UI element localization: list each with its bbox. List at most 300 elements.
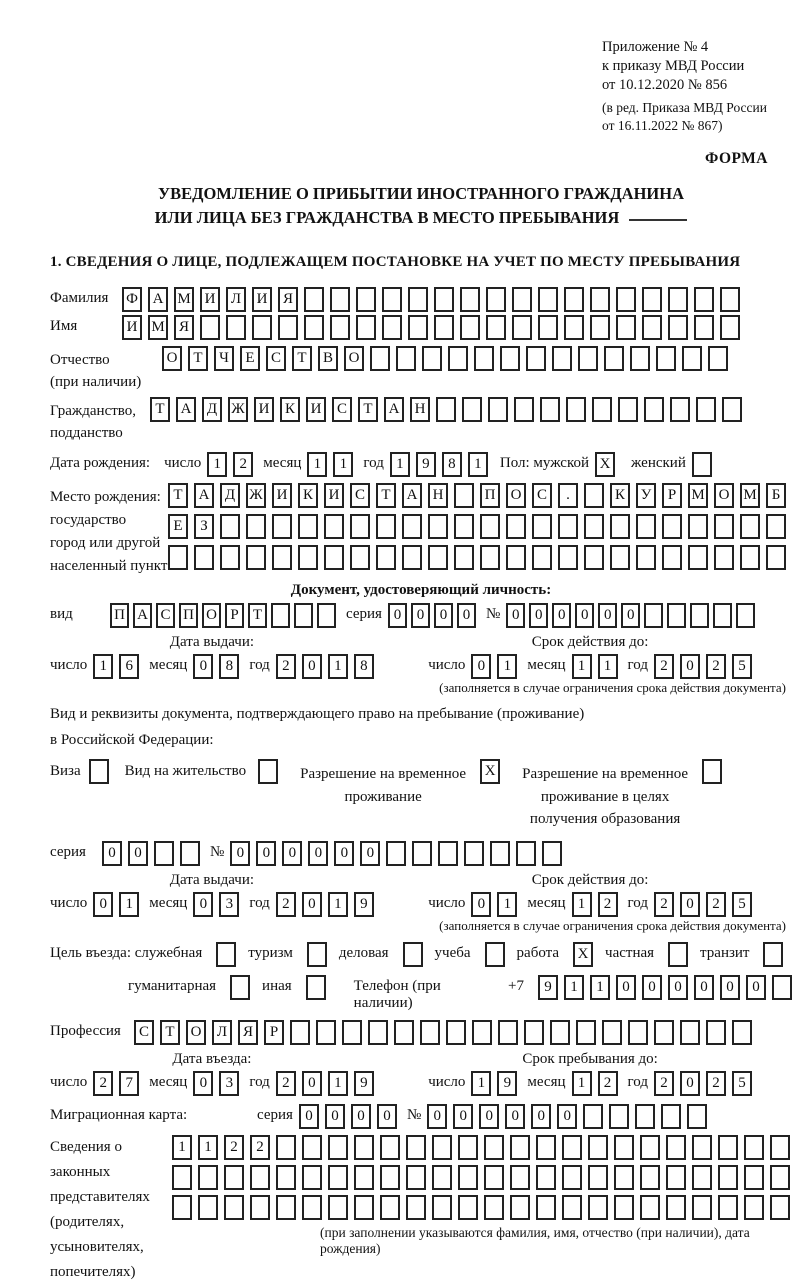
doc2-issue-month-cells <box>193 892 239 917</box>
field-right-doc-series <box>50 841 792 866</box>
stay-year-cells <box>654 1071 752 1096</box>
form-cell <box>412 841 432 866</box>
form-cell: Д <box>220 483 240 508</box>
form-cell <box>272 545 292 570</box>
form-cell: Ж <box>246 483 266 508</box>
doc-type-cells <box>110 603 336 628</box>
birth-year-cells <box>390 452 488 477</box>
annex-line: Приложение № 4 <box>602 39 709 55</box>
form-cell <box>506 545 526 570</box>
form-cell: Д <box>202 397 222 422</box>
form-cell: 0 <box>529 603 548 628</box>
form-cell <box>302 1135 322 1160</box>
form-cell: 0 <box>193 1071 213 1096</box>
form-cell <box>432 1165 452 1190</box>
form-cell: 1 <box>572 892 592 917</box>
form-cell: И <box>306 397 326 422</box>
purpose-official-checkbox <box>216 942 236 967</box>
birthplace-row2-cells <box>168 514 786 539</box>
form-cell <box>382 315 402 340</box>
form-cell <box>562 1135 582 1160</box>
form-cell: 8 <box>442 452 462 477</box>
form-cell: 2 <box>276 1071 296 1096</box>
form-cell <box>720 287 740 312</box>
form-cell: 9 <box>354 1071 374 1096</box>
doc2-valid-until-block: Срок действия до: число 0 1 месяц 1 2 год 2 0 2 5 <box>428 872 752 917</box>
form-cell <box>662 514 682 539</box>
form-cell <box>512 315 532 340</box>
form-cell <box>744 1135 764 1160</box>
form-cell: 0 <box>506 603 525 628</box>
representatives-row3-cells <box>172 1195 792 1220</box>
form-cell <box>290 1020 310 1045</box>
form-cell <box>558 545 578 570</box>
series-label: серия <box>257 1106 293 1123</box>
form-cell: 1 <box>119 892 139 917</box>
sex-male-label: Пол: мужской <box>499 455 590 472</box>
form-cell <box>460 315 480 340</box>
migration-card-label: Миграционная карта: <box>50 1106 188 1123</box>
form-cell <box>89 759 109 784</box>
form-cell: М <box>688 483 708 508</box>
form-cell <box>307 942 327 967</box>
form-cell <box>406 1165 426 1190</box>
form-cell <box>226 315 246 340</box>
form-cell <box>180 841 200 866</box>
form-cell <box>402 514 422 539</box>
form-cell <box>562 1165 582 1190</box>
form-cell: О <box>344 346 364 371</box>
form-cell: Я <box>238 1020 258 1045</box>
doc2-valid-day-cells <box>471 892 517 917</box>
right-doc-options <box>50 759 792 831</box>
study-label: учеба <box>434 944 471 961</box>
form-cell <box>552 346 572 371</box>
form-cell: 0 <box>746 975 766 1000</box>
form-cell <box>588 1165 608 1190</box>
form-cell: Я <box>278 287 298 312</box>
doc-valid-year-cells <box>654 654 752 679</box>
residence-permit-checkbox <box>258 759 278 784</box>
form-cell <box>354 1165 374 1190</box>
doc2-valid-year-cells <box>654 892 752 917</box>
form-cell: О <box>714 483 734 508</box>
form-cell <box>532 545 552 570</box>
form-cell <box>592 397 612 422</box>
form-cell <box>490 841 510 866</box>
form-cell <box>680 1020 700 1045</box>
form-cell: Е <box>168 514 188 539</box>
form-cell <box>276 1165 296 1190</box>
form-cell: 0 <box>334 841 354 866</box>
doc2-issue-date-block: Дата выдачи: число 0 1 месяц 0 3 год 2 0 1 9 <box>50 872 374 917</box>
form-cell <box>498 1020 518 1045</box>
form-cell <box>386 841 406 866</box>
form-cell: 0 <box>642 975 662 1000</box>
firstname-cells <box>122 315 740 340</box>
form-cell <box>576 1020 596 1045</box>
form-cell: И <box>324 483 344 508</box>
form-cell <box>538 287 558 312</box>
firstname-label: Имя <box>50 318 78 335</box>
residence-permit-label: Вид на жительство <box>124 763 247 780</box>
form-cell <box>298 545 318 570</box>
form-cell: Т <box>168 483 188 508</box>
form-cell <box>616 315 636 340</box>
form-cell: 0 <box>479 1104 499 1129</box>
form-cell: 0 <box>193 654 213 679</box>
form-cell <box>422 346 442 371</box>
form-cell: 1 <box>497 892 517 917</box>
form-cell: А <box>176 397 196 422</box>
form-cell: 0 <box>299 1104 319 1129</box>
form-cell: Н <box>428 483 448 508</box>
form-cell: 0 <box>598 603 617 628</box>
form-cell <box>532 514 552 539</box>
representatives-cells-block <box>172 1135 792 1257</box>
form-cell <box>770 1165 790 1190</box>
form-cell: 0 <box>325 1104 345 1129</box>
form-cell: Ф <box>122 287 142 312</box>
form-cell: К <box>280 397 300 422</box>
doc-issue-month-cells <box>193 654 239 679</box>
purpose-row-2 <box>128 975 792 1012</box>
form-cell: Т <box>248 603 267 628</box>
form-cell <box>328 1195 348 1220</box>
form-cell <box>376 514 396 539</box>
form-cell <box>763 942 783 967</box>
form-cell <box>550 1020 570 1045</box>
form-cell <box>350 514 370 539</box>
form-cell <box>480 545 500 570</box>
field-migration-card <box>50 1104 792 1129</box>
citizenship-cells <box>150 397 742 422</box>
stay-day-cells <box>471 1071 517 1096</box>
lastname-label: Фамилия <box>50 290 109 307</box>
form-cell <box>484 1195 504 1220</box>
form-cell <box>172 1195 192 1220</box>
form-cell <box>258 759 278 784</box>
form-cell: Т <box>358 397 378 422</box>
form-cell <box>584 514 604 539</box>
purpose-row <box>50 942 792 967</box>
form-cell <box>602 1020 622 1045</box>
month-label: месяц <box>263 455 302 472</box>
form-cell: С <box>532 483 552 508</box>
form-cell: Р <box>264 1020 284 1045</box>
form-cell: И <box>252 287 272 312</box>
right-doc-paragraph: Вид и реквизиты документа, подтверждающего право на пребывание (проживание) в Российской Федерации: <box>50 706 585 748</box>
form-cell: С <box>332 397 352 422</box>
form-cell: Л <box>226 287 246 312</box>
field-lastname <box>50 287 792 312</box>
form-cell <box>609 1104 629 1129</box>
form-cell: 0 <box>302 1071 322 1096</box>
form-cell <box>246 514 266 539</box>
form-cell: 0 <box>457 603 476 628</box>
annex-revision-line: (в ред. Приказа МВД России <box>602 100 767 116</box>
annex-reference <box>602 38 792 134</box>
representatives-row1-cells <box>172 1135 792 1160</box>
representatives-label: Сведения о законных представителях (родителях, усыновителях, попечителях) <box>50 1138 150 1280</box>
form-cell <box>250 1165 270 1190</box>
form-cell <box>486 287 506 312</box>
temp-residence-edu-label: Разрешение на временное проживание в целях получения образования <box>522 766 689 828</box>
form-cell <box>610 545 630 570</box>
form-cell: 9 <box>416 452 436 477</box>
form-cell <box>514 397 534 422</box>
form-cell <box>484 1135 504 1160</box>
form-cell <box>687 1104 707 1129</box>
form-cell <box>688 514 708 539</box>
form-cell <box>688 545 708 570</box>
doc-issue-year-cells <box>276 654 374 679</box>
form-cell: 8 <box>354 654 374 679</box>
form-cell <box>216 942 236 967</box>
birth-day-cells <box>207 452 253 477</box>
form-cell: 0 <box>193 892 213 917</box>
temp-residence-checkbox <box>480 759 500 784</box>
form-cell: 2 <box>276 654 296 679</box>
form-cell: 0 <box>471 654 491 679</box>
doc-valid-month-cells <box>572 654 618 679</box>
valid-until-label: Срок действия до: <box>531 634 649 651</box>
doc2-issue-day-cells <box>93 892 139 917</box>
form-cell <box>524 1020 544 1045</box>
form-cell <box>484 1165 504 1190</box>
form-cell: И <box>200 287 220 312</box>
patronymic-cells <box>162 346 728 371</box>
form-cell <box>446 1020 466 1045</box>
form-cell <box>432 1195 452 1220</box>
form-cell <box>328 1165 348 1190</box>
form-cell: 1 <box>572 1071 592 1096</box>
form-cell <box>642 315 662 340</box>
form-cell <box>720 315 740 340</box>
form-cell: П <box>480 483 500 508</box>
form-cell: 0 <box>668 975 688 1000</box>
form-cell <box>588 1195 608 1220</box>
form-cell: С <box>350 483 370 508</box>
form-cell <box>271 603 290 628</box>
migration-number-cells <box>427 1104 707 1129</box>
form-cell: 0 <box>302 654 322 679</box>
form-cell <box>536 1135 556 1160</box>
field-birthdate-sex <box>50 452 792 477</box>
sex-male-checkbox <box>595 452 615 477</box>
form-cell <box>356 287 376 312</box>
form-cell <box>302 1165 322 1190</box>
form-cell <box>694 315 714 340</box>
form-cell <box>472 1020 492 1045</box>
birthplace-cells-block <box>168 483 792 575</box>
form-cell <box>770 1135 790 1160</box>
form-cell <box>584 483 604 508</box>
identity-doc-dates <box>50 634 792 679</box>
form-cell <box>354 1195 374 1220</box>
form-cell <box>694 287 714 312</box>
form-cell: 9 <box>354 892 374 917</box>
field-patronymic <box>50 346 792 393</box>
form-cell: X <box>595 452 615 477</box>
form-cell: 2 <box>706 654 726 679</box>
form-cell <box>154 841 174 866</box>
temp-residence-label: Разрешение на временное проживание <box>300 766 467 805</box>
form-cell: З <box>194 514 214 539</box>
entry-month-cells <box>193 1071 239 1096</box>
doc-valid-until-block: Срок действия до: число 0 1 месяц 1 1 год 2 0 2 5 <box>428 634 752 679</box>
form-cell: Н <box>410 397 430 422</box>
form-cell <box>766 545 786 570</box>
form-cell <box>250 1195 270 1220</box>
entry-stay-dates <box>50 1051 792 1096</box>
form-cell: Ж <box>228 397 248 422</box>
form-cell: 5 <box>732 892 752 917</box>
doc-number-cells <box>506 603 755 628</box>
form-cell: О <box>162 346 182 371</box>
form-cell: М <box>174 287 194 312</box>
form-cell <box>434 287 454 312</box>
form-cell: 2 <box>654 654 674 679</box>
annex-revision-line: от 16.11.2022 № 867) <box>602 117 723 133</box>
form-cell <box>438 841 458 866</box>
doc2-number-cells <box>230 841 562 866</box>
form-cell <box>644 397 664 422</box>
annex-line: от 10.12.2020 № 856 <box>602 77 728 94</box>
form-cell: Я <box>174 315 194 340</box>
visa-checkbox <box>89 759 109 784</box>
identity-doc-heading: Документ, удостоверяющий личность: <box>290 582 552 599</box>
representatives-row2-cells <box>172 1165 792 1190</box>
form-cell: А <box>194 483 214 508</box>
form-cell <box>692 1165 712 1190</box>
form-cell <box>330 287 350 312</box>
form-cell: А <box>384 397 404 422</box>
form-cell: 1 <box>564 975 584 1000</box>
form-cell <box>436 397 456 422</box>
form-cell <box>294 603 313 628</box>
representatives-note: (при заполнении указываются фамилия, имя, отчество (при наличии), дата рождения) <box>320 1224 750 1256</box>
form-cell <box>324 514 344 539</box>
form-cell <box>640 1195 660 1220</box>
form-cell: 1 <box>598 654 618 679</box>
form-cell <box>220 545 240 570</box>
form-cell: 0 <box>388 603 407 628</box>
form-cell: 1 <box>497 654 517 679</box>
form-cell: 0 <box>621 603 640 628</box>
form-cell <box>744 1195 764 1220</box>
valid-note: (заполняется в случае ограничения срока действия документа) <box>439 680 786 696</box>
form-cell <box>628 1020 648 1045</box>
form-cell <box>460 287 480 312</box>
form-cell <box>666 1135 686 1160</box>
purpose-business-checkbox <box>403 942 423 967</box>
form-cell <box>662 545 682 570</box>
form-cell: К <box>298 483 318 508</box>
form-cell <box>342 1020 362 1045</box>
form-cell: 7 <box>119 1071 139 1096</box>
form-cell <box>272 514 292 539</box>
form-cell: 3 <box>219 1071 239 1096</box>
form-cell <box>584 545 604 570</box>
purpose-humanitarian-checkbox <box>230 975 250 1000</box>
form-cell: М <box>740 483 760 508</box>
citizenship-label: Гражданство, подданство <box>50 403 137 442</box>
birthplace-label: Место рождения: государство город или другой населенный пункт <box>50 489 168 575</box>
form-cell <box>408 315 428 340</box>
series-label: серия <box>346 606 382 623</box>
purpose-transit-checkbox <box>763 942 783 967</box>
form-cell <box>702 759 722 784</box>
form-cell <box>714 514 734 539</box>
entry-date-label: Дата въезда: <box>172 1050 252 1067</box>
form-cell <box>732 1020 752 1045</box>
doc2-series-cells <box>102 841 200 866</box>
form-cell: Т <box>160 1020 180 1045</box>
form-cell <box>198 1195 218 1220</box>
form-cell <box>670 397 690 422</box>
form-cell <box>656 346 676 371</box>
form-cell: 1 <box>328 892 348 917</box>
form-cell: К <box>610 483 630 508</box>
purpose-other-checkbox <box>306 975 326 1000</box>
year-label: год <box>363 455 384 472</box>
form-cell: 1 <box>572 654 592 679</box>
form-cell: Р <box>225 603 244 628</box>
form-cell: С <box>156 603 175 628</box>
form-cell <box>328 1135 348 1160</box>
form-cell: X <box>480 759 500 784</box>
form-cell <box>276 1135 296 1160</box>
form-cell <box>614 1165 634 1190</box>
form-cell <box>252 315 272 340</box>
form-cell: 2 <box>93 1071 113 1096</box>
form-cell: Р <box>662 483 682 508</box>
form-cell <box>666 1165 686 1190</box>
form-cell: 0 <box>680 892 700 917</box>
form-cell <box>396 346 416 371</box>
doc-series-cells <box>388 603 476 628</box>
form-cell <box>706 1020 726 1045</box>
form-cell <box>380 1165 400 1190</box>
form-cell <box>578 346 598 371</box>
form-cell: 1 <box>590 975 610 1000</box>
form-cell <box>510 1165 530 1190</box>
form-cell <box>583 1104 603 1129</box>
birthplace-row1-cells <box>168 483 786 508</box>
form-cell <box>772 975 792 1000</box>
form-cell <box>480 514 500 539</box>
form-cell <box>330 315 350 340</box>
form-cell: В <box>318 346 338 371</box>
business-label: деловая <box>338 944 389 961</box>
form-cell: 2 <box>598 1071 618 1096</box>
form-cell: 1 <box>328 654 348 679</box>
title-underline <box>629 219 687 221</box>
form-cell <box>406 1195 426 1220</box>
form-cell <box>304 287 324 312</box>
form-cell <box>708 346 728 371</box>
series-label: серия <box>50 843 86 860</box>
birthdate-label: Дата рождения: <box>50 455 151 472</box>
other-label: иная <box>262 977 292 994</box>
right-doc-dates <box>50 872 792 917</box>
tourism-label: туризм <box>248 944 293 961</box>
form-cell <box>506 514 526 539</box>
form-cell: 0 <box>680 1071 700 1096</box>
form-cell <box>604 346 624 371</box>
form-cell <box>408 287 428 312</box>
